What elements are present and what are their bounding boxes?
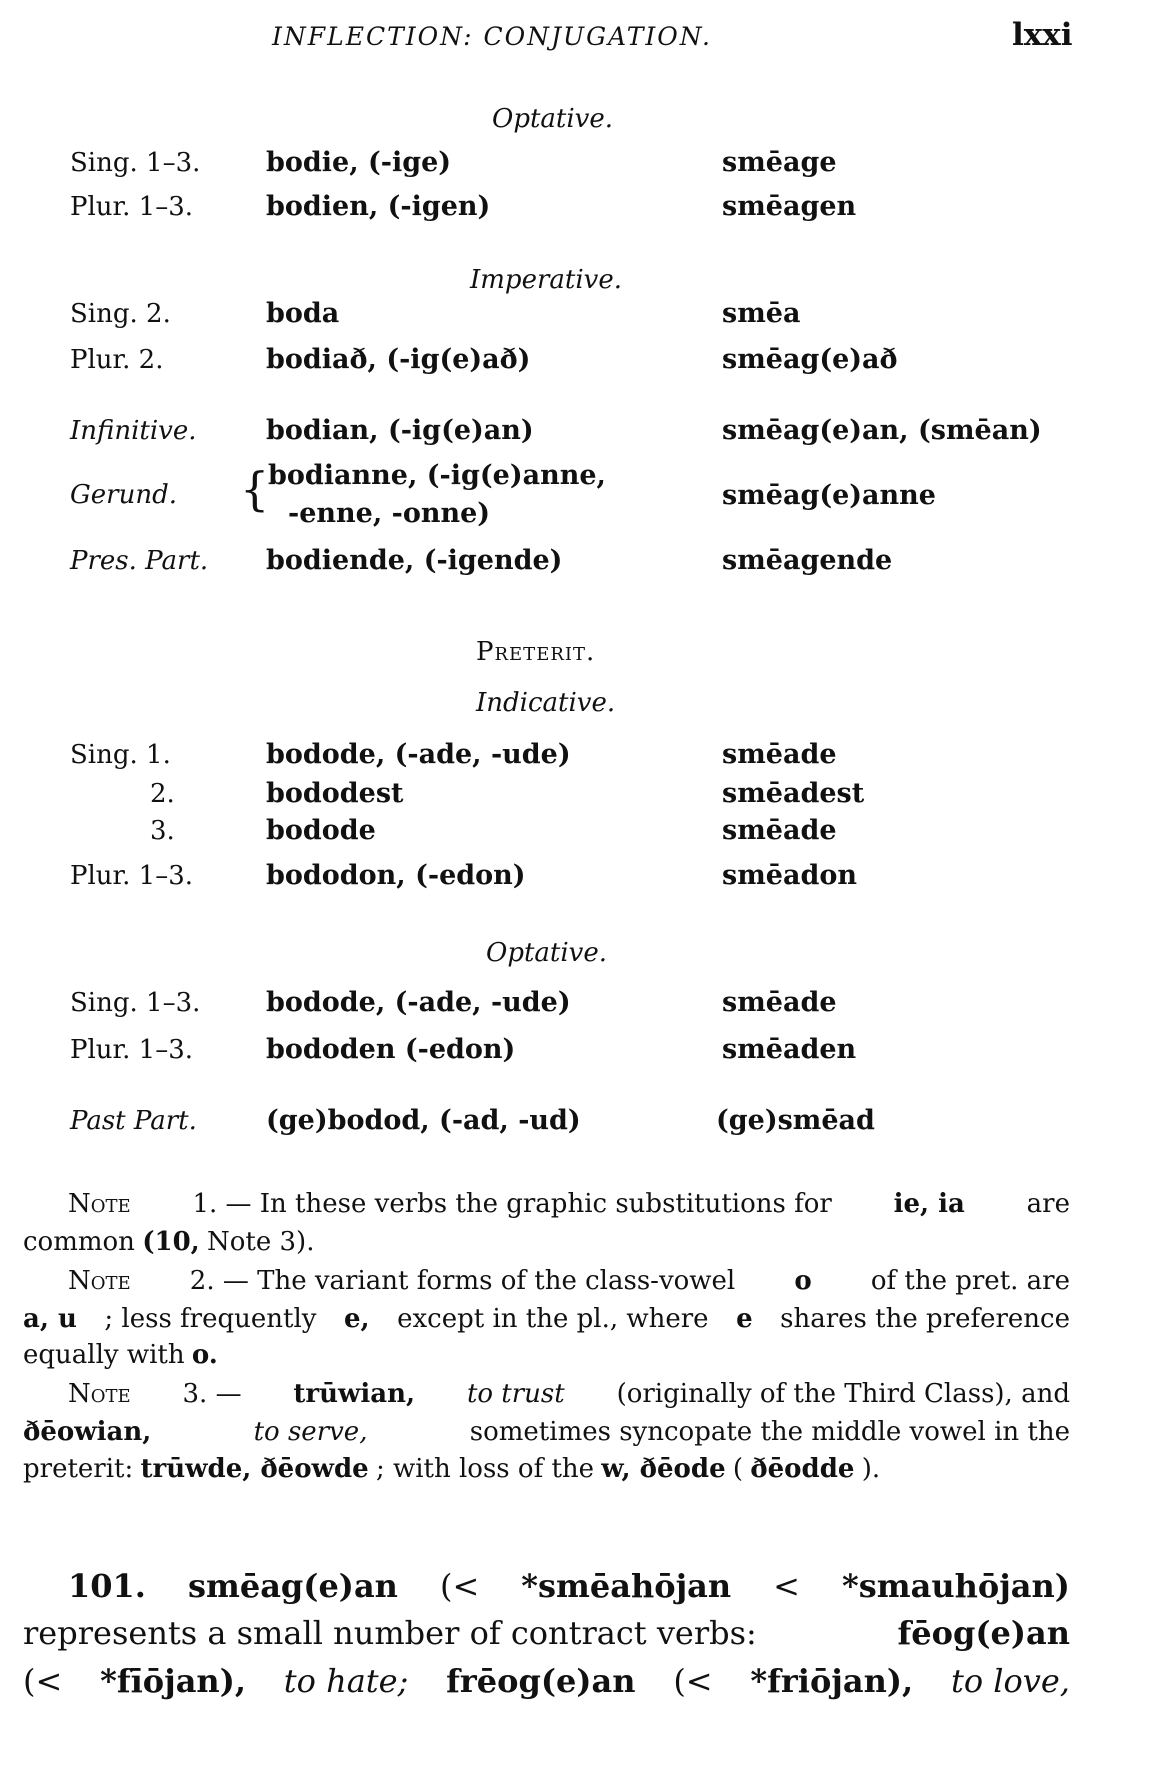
row-label: Gerund.	[70, 480, 177, 510]
form-bodian: bodian, (-ig(e)an)	[266, 415, 534, 446]
note-line	[23, 1419, 1070, 1445]
form-bodian: bodiað, (-ig(e)að)	[266, 344, 531, 375]
row-label: Plur. 2.	[70, 345, 164, 375]
form-smeagan: smēadest	[722, 778, 865, 809]
form-smeagan: smēagen	[722, 191, 857, 222]
page-number: lxxi	[1012, 17, 1073, 53]
form-bodian: bodien, (-igen)	[266, 191, 491, 222]
form-bodian: bododest	[266, 778, 404, 809]
text-run: (<	[673, 1662, 713, 1700]
text-run: (10,	[142, 1227, 200, 1257]
text-run: to hate;	[283, 1662, 409, 1700]
text-run: to serve,	[253, 1417, 368, 1447]
note-line	[23, 1456, 1070, 1482]
section-101-line	[23, 1614, 1070, 1652]
row-label: Plur. 1–3.	[70, 861, 194, 891]
text-run: ; less frequently	[104, 1304, 317, 1334]
text-run: ðēowian,	[23, 1417, 152, 1447]
text-run: smēag(e)an	[187, 1567, 398, 1605]
text-run: 1. — In these verbs the graphic substitutions for	[192, 1189, 832, 1219]
text-run: w, ðēode	[601, 1454, 726, 1484]
row-label: Sing. 2.	[70, 299, 171, 329]
text-run: ie, ia	[893, 1189, 965, 1219]
note-line	[23, 1342, 1070, 1368]
text-run: a, u	[23, 1304, 77, 1334]
text-run: Note	[68, 1266, 131, 1296]
form-bodian: boda	[266, 298, 340, 329]
text-run: equally with	[23, 1340, 185, 1370]
form-smeagan: (ge)smēad	[716, 1105, 875, 1136]
text-run: frēog(e)an	[446, 1662, 636, 1700]
text-run: 3. —	[182, 1379, 242, 1409]
text-run: o.	[191, 1340, 218, 1370]
form-smeagan: smēagende	[722, 545, 893, 576]
row-label: Sing. 1–3.	[70, 148, 201, 178]
text-run: Note 3).	[207, 1227, 315, 1257]
form-bodian: bodode, (-ade, -ude)	[266, 739, 571, 770]
form-bodian: bodode	[266, 815, 376, 846]
form-bodian: bodiende, (-igende)	[266, 545, 563, 576]
text-run: <	[773, 1567, 800, 1605]
text-run: shares the preference	[780, 1304, 1070, 1334]
text-run: *smēahōjan	[521, 1567, 732, 1605]
row-label: Infinitive.	[70, 416, 197, 446]
text-run: of the pret. are	[870, 1266, 1070, 1296]
row-label: Plur. 1–3.	[70, 1035, 194, 1065]
text-run: ).	[861, 1454, 881, 1484]
form-smeagan: smēag(e)anne	[722, 480, 936, 511]
form-smeagan: smēa	[722, 298, 801, 329]
form-smeagan: smēag(e)að	[722, 344, 898, 375]
text-run: *fīōjan),	[100, 1662, 246, 1700]
form-smeagan: smēade	[722, 815, 837, 846]
text-run: to trust	[466, 1379, 565, 1409]
section-101-line	[23, 1662, 1070, 1700]
form-smeagan: smēade	[722, 739, 837, 770]
text-run: e,	[343, 1304, 370, 1334]
text-run: 101.	[68, 1567, 146, 1605]
text-run: (<	[439, 1567, 480, 1605]
text-run: *smauhōjan)	[842, 1567, 1070, 1605]
form-bodian: -enne, -onne)	[288, 498, 491, 529]
form-bodian: bodie, (-ige)	[266, 147, 452, 178]
row-label: Past Part.	[70, 1106, 197, 1136]
heading-optative: Optative.	[492, 104, 614, 134]
form-smeagan: smēag(e)an, (smēan)	[722, 415, 1042, 446]
form-bodian: bododon, (-edon)	[266, 860, 526, 891]
note-line	[23, 1306, 1070, 1332]
note-line	[23, 1229, 1070, 1255]
text-run: o	[794, 1266, 812, 1296]
text-run: except in the pl., where	[397, 1304, 709, 1334]
text-run: represents a small number of contract verbs:	[23, 1614, 757, 1652]
text-run: are	[1026, 1189, 1070, 1219]
text-run: (<	[23, 1662, 63, 1700]
text-run: *friōjan),	[750, 1662, 914, 1700]
row-label: Plur. 1–3.	[70, 192, 194, 222]
text-run: 2. — The variant forms of the class-vowel	[189, 1266, 736, 1296]
text-run: fēog(e)an	[897, 1614, 1070, 1652]
heading-imperative: Imperative.	[470, 265, 622, 295]
heading-optative-preterit: Optative.	[486, 938, 608, 968]
text-run: common	[23, 1227, 135, 1257]
row-label: 2.	[150, 779, 175, 809]
section-101-line	[68, 1567, 1070, 1605]
row-label: Sing. 1–3.	[70, 988, 201, 1018]
form-bodian: bodianne, (-ig(e)anne,	[268, 460, 606, 491]
note-line	[68, 1381, 1070, 1407]
form-smeagan: smēaden	[722, 1034, 857, 1065]
row-label: Sing. 1.	[70, 740, 171, 770]
note-line	[68, 1191, 1070, 1217]
form-smeagan: smēade	[722, 987, 837, 1018]
form-smeagan: smēadon	[722, 860, 857, 891]
text-run: trūwian,	[293, 1379, 416, 1409]
text-run: to love,	[950, 1662, 1070, 1700]
text-run: preterit:	[23, 1454, 134, 1484]
text-run: e	[736, 1304, 753, 1334]
text-run: sometimes syncopate the middle vowel in the	[469, 1417, 1070, 1447]
text-run: ; with loss of the	[375, 1454, 595, 1484]
text-run: Note	[68, 1189, 131, 1219]
form-bodian: (ge)bodod, (-ad, -ud)	[266, 1105, 581, 1136]
row-label: 3.	[150, 816, 175, 846]
text-run: (	[732, 1454, 744, 1484]
brace: {	[240, 462, 270, 516]
text-run: Note	[68, 1379, 131, 1409]
heading-indicative: Indicative.	[476, 688, 616, 718]
text-run: trūwde, ðēowde	[140, 1454, 369, 1484]
heading-preterit: Preterit.	[476, 637, 596, 667]
form-bodian: bododen (-edon)	[266, 1034, 516, 1065]
row-label: Pres. Part.	[70, 546, 209, 576]
form-smeagan: smēage	[722, 147, 837, 178]
running-head: INFLECTION: CONJUGATION.	[272, 22, 712, 51]
form-bodian: bodode, (-ade, -ude)	[266, 987, 571, 1018]
note-line	[68, 1268, 1070, 1294]
text-run: ðēodde	[750, 1454, 855, 1484]
text-run: (originally of the Third Class), and	[616, 1379, 1070, 1409]
